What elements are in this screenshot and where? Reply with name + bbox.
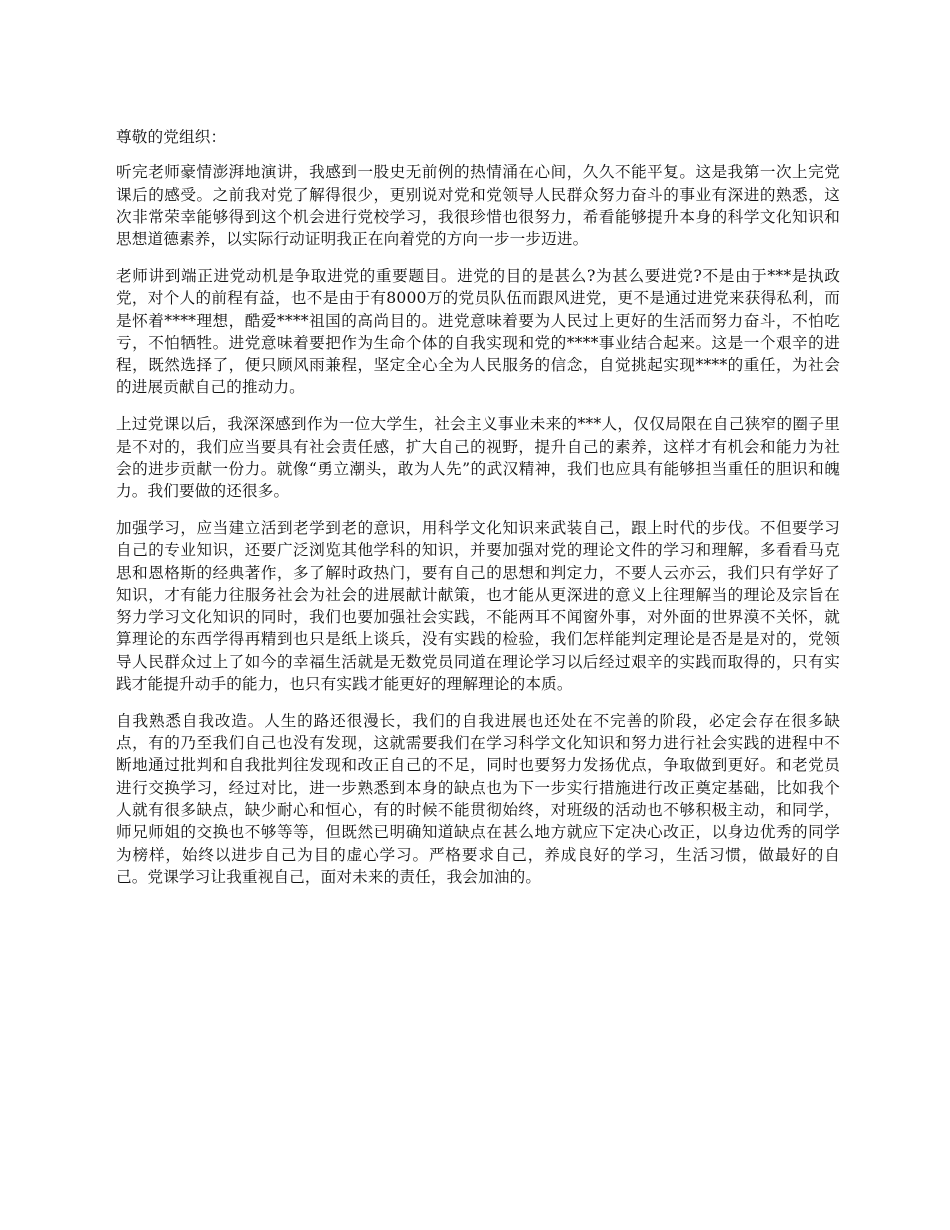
paragraph-5: 自我熟悉自我改造。人生的路还很漫长，我们的自我进展也还处在不完善的阶段，必定会存在很多缺点，有的乃至我们自己也没有发现，这就需要我们在学习科学文化知识和努力进行社会实践的进程中不断地通过批判和自我批判往发现和改正自己的不足，同时也要努力发扬优点，争取做到更好。和老党员进行交换学习，经过对比，进一步熟悉到本身的缺点也为下一步实行措施进行改正奠定基础，比如我个人就有很多缺点，缺少耐心和恒心，有的时候不能贯彻始终，对班级的活动也不够积极主动，和同学，师兄师姐的交换也不够等等，但既然已明确知道缺点在甚么地方就应下定决心改正，以身边优秀的同学为榜样，始终以进步自己为目的虚心学习。严格要求自己，养成良好的学习，生活习惯，做最好的自己。党课学习让我重视自己，面对未来的责任，我会加油的。: [116, 711, 840, 886]
document-body: [116, 126, 840, 903]
paragraph-3: 上过党课以后，我深深感到作为一位大学生，社会主义事业未来的***人，仅仅局限在自己狭窄的圈子里是不对的，我们应当要具有社会责任感，扩大自己的视野，提升自己的素养，这样才有机会和能力为社会的进步贡献一份力。就像“勇立潮头，敢为人先”的武汉精神，我们也应具有能够担当重任的胆识和魄力。我们要做的还很多。: [116, 415, 840, 501]
paragraph-1: 听完老师豪情澎湃地演讲，我感到一股史无前例的热情涌在心间，久久不能平复。这是我第一次上完党课后的感受。之前我对党了解得很少，更别说对党和党领导人民群众努力奋斗的事业有深进的熟悉，这次非常荣幸能够得到这个机会进行党校学习，我很珍惜也很努力，希看能够提升本身的科学文化知识和思想道德素养，以实际行动证明我正在向着党的方向一步一步迈进。: [116, 163, 840, 249]
paragraph-4: 加强学习，应当建立活到老学到老的意识，用科学文化知识来武装自己，跟上时代的步伐。不但要学习自己的专业知识，还要广泛浏览其他学科的知识，并要加强对党的理论文件的学习和理解，多看看马克思和恩格斯的经典著作，多了解时政热门，要有自己的思想和判定力，不要人云亦云，我们只有学好了知识，才有能力往服务社会为社会的进展献计献策，也才能从更深进的意义上往理解当的理论及宗旨在努力学习文化知识的同时，我们也要加强社会实践，不能两耳不闻窗外事，对外面的世界漠不关怀，就算理论的东西学得再精到也只是纸上谈兵，没有实践的检验，我们怎样能判定理论是否是是对的，党领导人民群众过上了如今的幸福生活就是无数党员同道在理论学习以后经过艰辛的实践而取得的，只有实践才能提升动手的能力，也只有实践才能更好的理解理论的本质。: [116, 518, 840, 694]
paragraph-2: 老师讲到端正进党动机是争取进党的重要题目。进党的目的是甚么?为甚么要进党?不是由于***是执政党，对个人的前程有益，也不是由于有8000万的党员队伍而跟风进党，更不是通过进党来获得私利，而是怀着****理想，酷爱****祖国的高尚目的。进党意味着要为人民过上更好的生活而努力奋斗，不怕吃亏，不怕牺牲。进党意味着要把作为生命个体的自我实现和党的****事业结合起来。这是一个艰辛的进程，既然选择了，便只顾风雨兼程，坚定全心全为人民服务的信念，自觉挑起实现****的重任，为社会的进展贡献自己的推动力。: [116, 266, 840, 397]
salutation: 尊敬的党组织：: [116, 128, 227, 146]
